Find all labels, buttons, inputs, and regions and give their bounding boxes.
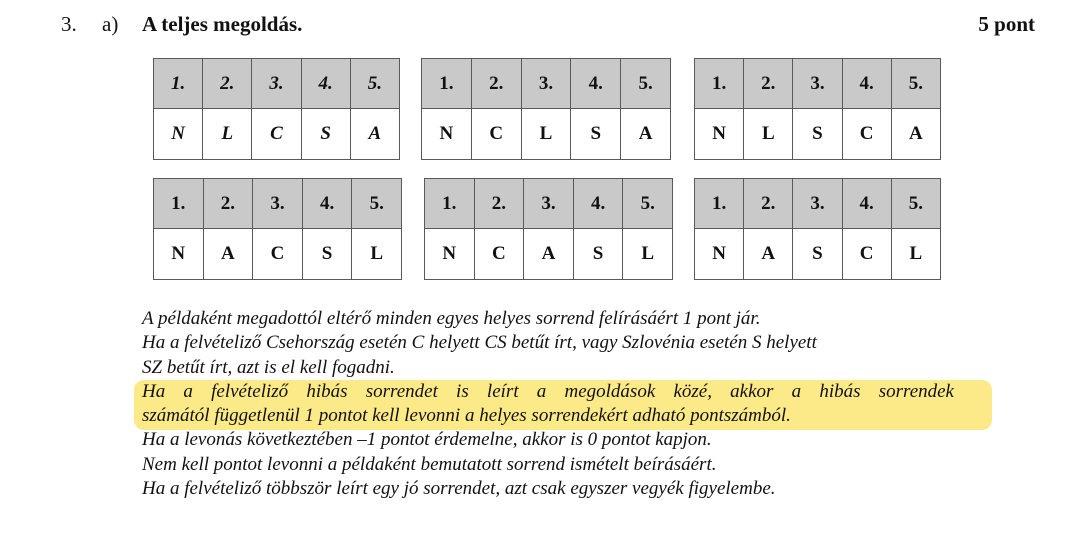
header-cell: 1. [695, 59, 744, 109]
header-cell: 5. [621, 59, 671, 109]
question-part: a) [102, 12, 119, 36]
header-cell: 4. [302, 179, 352, 229]
header-cell: 5. [352, 179, 402, 229]
note-line: SZ betűt írt, azt is el kell fogadni. [142, 356, 395, 378]
value-cell: C [474, 229, 524, 280]
value-cell: A [621, 109, 671, 160]
value-cell: N [422, 109, 472, 160]
answer-table-5 [424, 178, 673, 280]
header-cell: 2. [471, 59, 521, 109]
value-cell: A [744, 229, 793, 280]
grading-notes [142, 307, 972, 501]
header-cell: 5. [350, 59, 399, 109]
header-cell: 3. [793, 59, 842, 109]
header-cell: 5. [891, 59, 940, 109]
header-cell: 3. [521, 59, 571, 109]
answer-table-3 [694, 58, 941, 160]
header-cell: 2. [203, 179, 253, 229]
header-cell: 4. [842, 179, 891, 229]
value-cell: S [571, 109, 621, 160]
value-cell: S [793, 109, 842, 160]
value-cell: S [573, 229, 623, 280]
header-cell: 3. [524, 179, 574, 229]
note-line: Ha a felvételiző Csehország esetén C helyett CS betűt írt, vagy Szlovénia esetén S helyett [142, 332, 817, 354]
value-cell: L [744, 109, 793, 160]
header-cell: 1. [695, 179, 744, 229]
header-cell: 2. [203, 59, 252, 109]
header-cell: 2. [474, 179, 524, 229]
value-cell: N [695, 229, 744, 280]
answer-table-6 [694, 178, 941, 280]
value-cell: C [252, 109, 301, 160]
value-cell: L [623, 229, 673, 280]
note-line: A példaként megadottól eltérő minden egyes helyes sorrend felírásáért 1 pont jár. [142, 308, 761, 329]
header-cell: 1. [154, 179, 204, 229]
value-cell: C [842, 229, 891, 280]
value-cell: L [203, 109, 252, 160]
value-cell: A [524, 229, 574, 280]
value-cell: S [302, 229, 352, 280]
value-cell: L [891, 229, 940, 280]
header-cell: 1. [154, 59, 203, 109]
answer-table-1 [153, 58, 400, 160]
value-cell: C [471, 109, 521, 160]
value-cell: L [352, 229, 402, 280]
value-cell: N [154, 109, 203, 160]
points-label: 5 pont [978, 12, 1035, 36]
note-line: Ha a levonás következtében –1 pontot érdemelne, akkor is 0 pontot kapjon. [142, 429, 712, 451]
note-line: Ha a felvételiző többször leírt egy jó sorrendet, azt csak egyszer vegyék figyelembe. [142, 478, 776, 500]
header-cell: 4. [573, 179, 623, 229]
header-cell: 2. [744, 179, 793, 229]
header-cell: 1. [422, 59, 472, 109]
header-cell: 3. [253, 179, 303, 229]
header-cell: 5. [891, 179, 940, 229]
answer-table-2 [421, 58, 671, 160]
answer-table-4 [153, 178, 402, 280]
header-cell: 2. [744, 59, 793, 109]
header-cell: 4. [842, 59, 891, 109]
question-number: 3. [61, 12, 77, 36]
header-cell: 3. [793, 179, 842, 229]
value-cell: C [253, 229, 303, 280]
value-cell: S [793, 229, 842, 280]
note-line: Nem kell pontot levonni a példaként bemutatott sorrend ismételt beírásáért. [142, 453, 717, 475]
value-cell: A [350, 109, 399, 160]
header-cell: 3. [252, 59, 301, 109]
value-cell: N [695, 109, 744, 160]
value-cell: S [301, 109, 350, 160]
value-cell: N [425, 229, 475, 280]
note-line-highlighted: számától függetlenül 1 pontot kell levonni a helyes sorrendekért adható pontszámból. [142, 405, 791, 427]
value-cell: A [203, 229, 253, 280]
header-cell: 4. [301, 59, 350, 109]
note-line-highlighted: Ha a felvételiző hibás sorrendet is leírt a megoldások közé, akkor a hibás sorrendek [142, 380, 954, 402]
header-cell: 5. [623, 179, 673, 229]
value-cell: A [891, 109, 940, 160]
section-title: A teljes megoldás. [142, 12, 303, 36]
value-cell: L [521, 109, 571, 160]
value-cell: C [842, 109, 891, 160]
value-cell: N [154, 229, 204, 280]
header-cell: 4. [571, 59, 621, 109]
header-cell: 1. [425, 179, 475, 229]
